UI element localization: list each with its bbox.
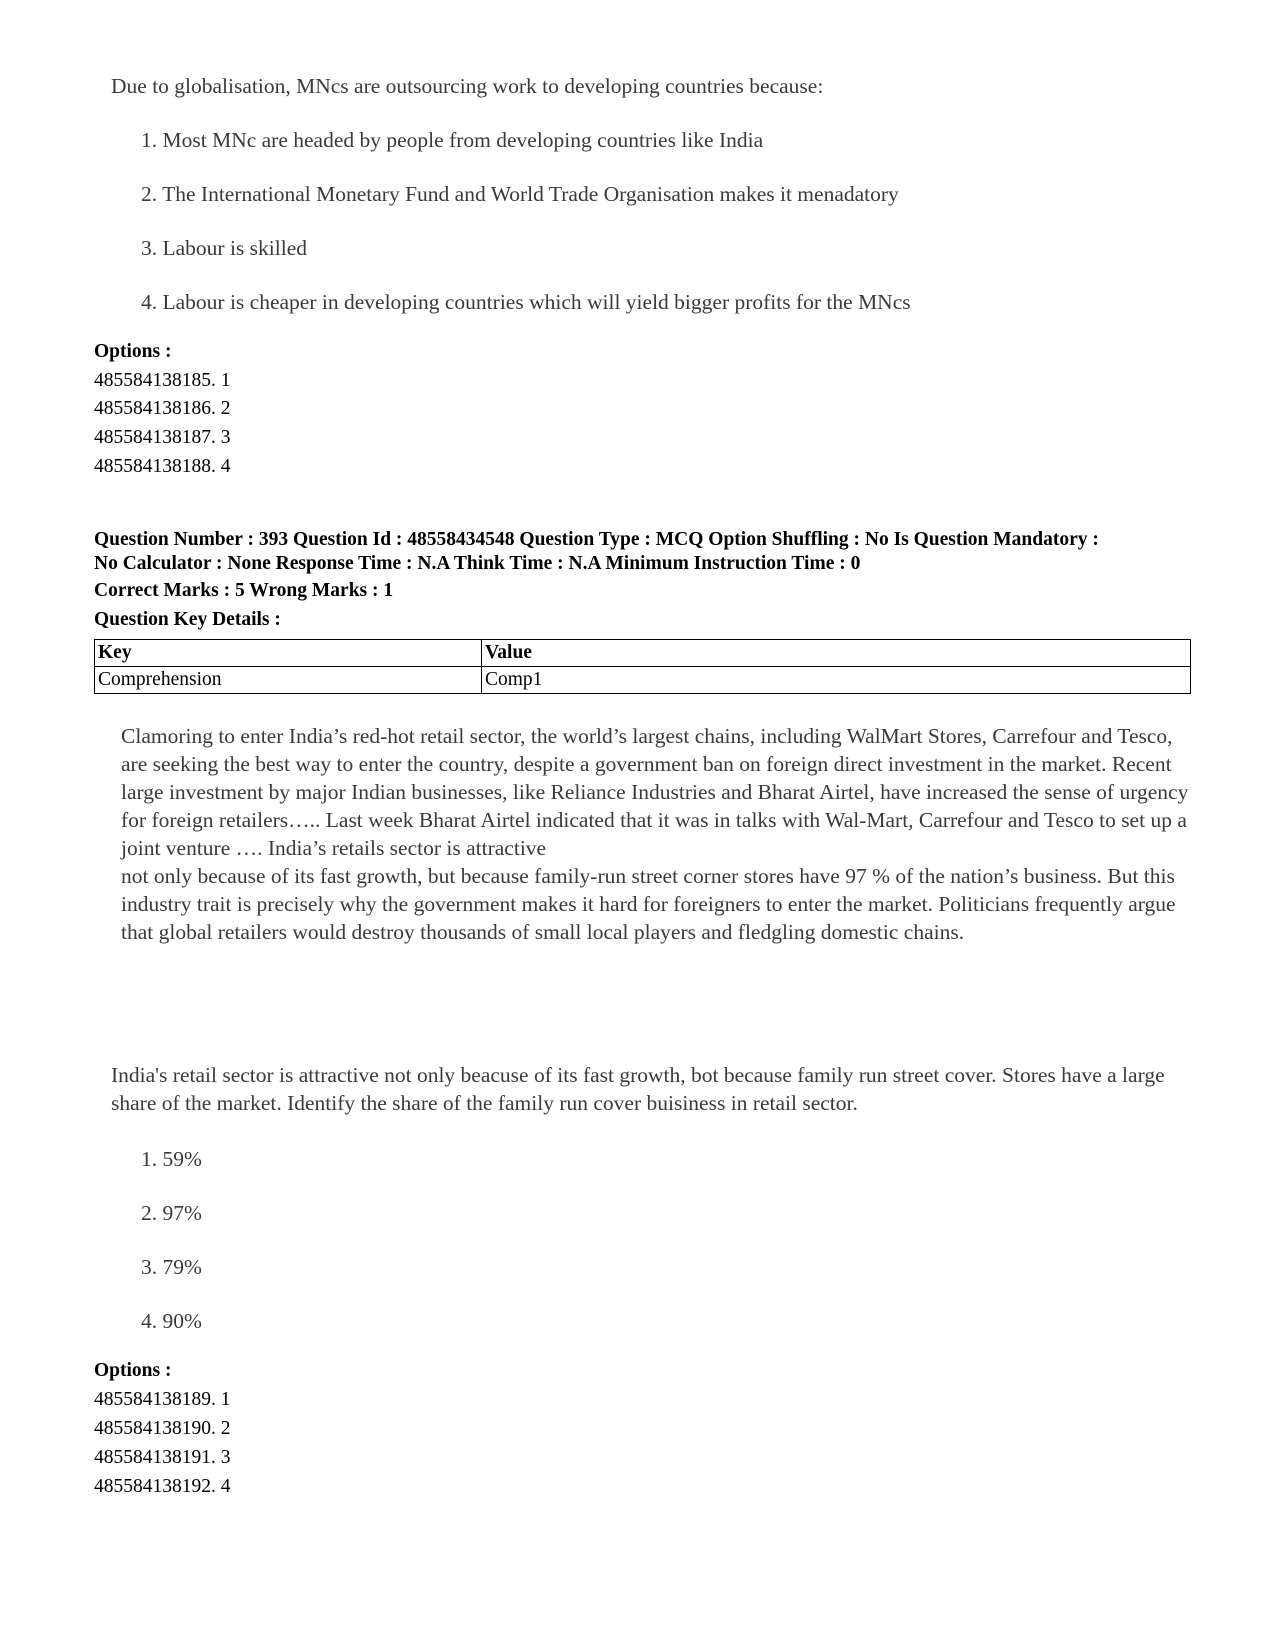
question-prompt: Due to globalisation, MNcs are outsourcing work to developing countries because: (111, 74, 824, 98)
table-header-key: Key (95, 640, 482, 667)
passage-paragraph: not only because of its fast growth, but because family-run street corner stores have 97 % of the nation’s business. But this industry trait is precisely why the government makes it hard for foreigners to enter the market. Politicians frequently argue that global retailers would destroy thousands of small local players and fledgling domestic chains. (121, 864, 1176, 944)
passage-paragraph: Clamoring to enter India’s red-hot retail sector, the world’s largest chains, including WalMart Stores, Carrefour and Tesco, are seeking the best way to enter the country, despite a government ban on foreign direct investment in the market. Recent large investment by major Indian businesses, like Reliance Industries and Bharat Airtel, have increased the sense of urgency for foreign retailers….. Last week Bharat Airtel indicated that it was in talks with Wal-Mart, Carrefour and Tesco to set up a joint venture …. India’s retails sector is attractive (121, 724, 1189, 860)
option-id: 485584138188. 4 (94, 456, 231, 477)
answer-choice: 4. Labour is cheaper in developing countries which will yield bigger profits for the MNcs (141, 290, 911, 314)
options-label: Options : (94, 341, 172, 362)
table-header-row (95, 640, 1191, 667)
answer-choice: 1. 59% (141, 1147, 202, 1171)
marks: Correct Marks : 5 Wrong Marks : 1 (94, 580, 394, 601)
option-id: 485584138186. 2 (94, 398, 231, 419)
key-details-table (94, 639, 1191, 694)
answer-choice: 3. Labour is skilled (141, 236, 308, 260)
option-id: 485584138189. 1 (94, 1389, 231, 1410)
option-id: 485584138185. 1 (94, 370, 231, 391)
comprehension-passage (121, 722, 1191, 946)
option-id: 485584138190. 2 (94, 1418, 231, 1439)
answer-choice: 3. 79% (141, 1255, 202, 1279)
answer-choice: 4. 90% (141, 1309, 202, 1333)
question-meta (94, 528, 1204, 576)
table-cell-value: Comp1 (482, 667, 1191, 694)
table-header-value: Value (482, 640, 1191, 667)
options-label: Options : (94, 1360, 172, 1381)
question-prompt: India's retail sector is attractive not only beacuse of its fast growth, bot because family run street cover. Stores have a large share of the market. Identify the share of the family run cover buisiness in retail sector. (111, 1063, 1165, 1115)
option-id: 485584138191. 3 (94, 1447, 231, 1468)
option-id: 485584138187. 3 (94, 427, 231, 448)
question-meta-line: No Calculator : None Response Time : N.A Think Time : N.A Minimum Instruction Time : 0 (94, 553, 861, 574)
table-row (95, 667, 1191, 694)
answer-choice: 1. Most MNc are headed by people from developing countries like India (141, 128, 764, 152)
answer-choice: 2. 97% (141, 1201, 202, 1225)
option-id: 485584138192. 4 (94, 1476, 231, 1497)
table-cell-key: Comprehension (95, 667, 482, 694)
question-meta-line: Question Number : 393 Question Id : 48558434548 Question Type : MCQ Option Shuffling : No Is Question Mandatory : (94, 529, 1099, 550)
key-details-label: Question Key Details : (94, 609, 281, 630)
answer-choice: 2. The International Monetary Fund and World Trade Organisation makes it menadatory (141, 182, 899, 206)
